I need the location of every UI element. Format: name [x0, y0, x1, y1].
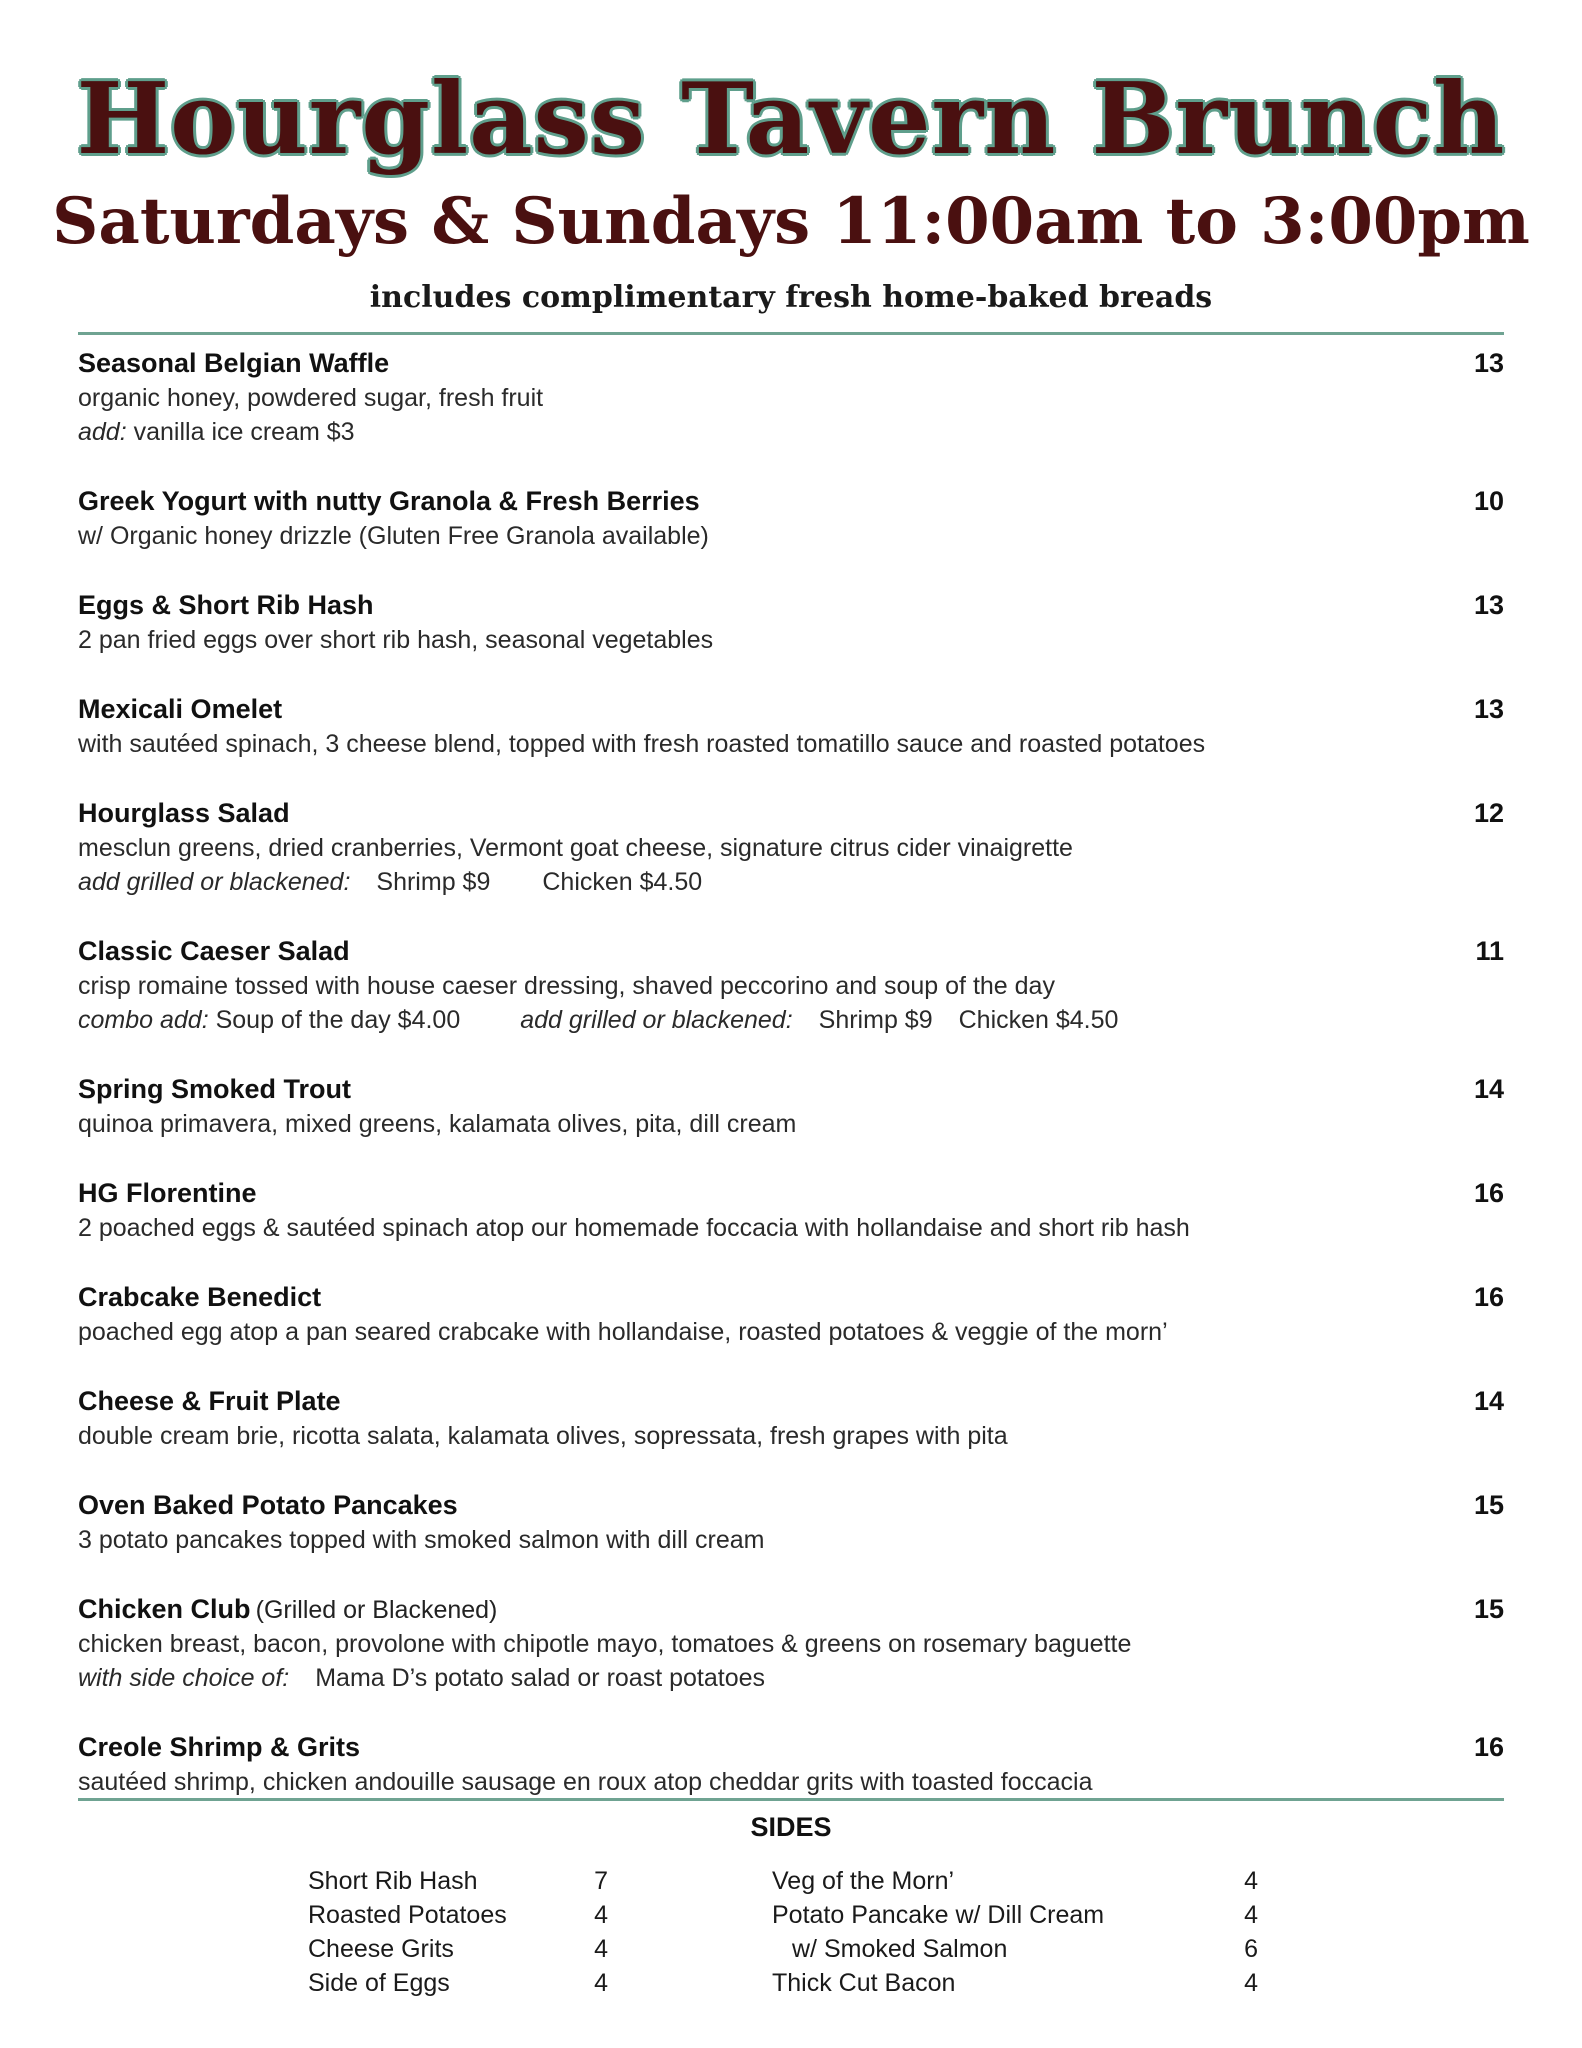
side-price: 4 [594, 1935, 608, 1963]
item-name: Mexicali Omelet [78, 694, 283, 724]
addon-text: Mama D’s potato salad or roast potatoes [315, 1664, 765, 1692]
item-description: double cream brie, ricotta salata, kalamata olives, sopressata, fresh grapes with pita [78, 1422, 1008, 1450]
side-price: 4 [594, 1901, 608, 1929]
item-price: 16 [1473, 1178, 1504, 1208]
addon-option: Chicken $4.50 [542, 868, 703, 896]
menu-item [78, 1279, 1504, 1349]
sides-right-column [772, 1864, 1258, 2000]
item-description: chicken breast, bacon, provolone with chipotle mayo, tomatoes & greens on rosemary baguette [78, 1630, 1132, 1658]
item-price: 14 [1473, 1074, 1504, 1104]
combo-label: combo add: [78, 1006, 209, 1034]
addon-text: vanilla ice cream $3 [133, 418, 355, 446]
item-name: Hourglass Salad [78, 798, 290, 828]
menu-item [78, 1591, 1504, 1695]
item-description: 2 pan fried eggs over short rib hash, seasonal vegetables [78, 626, 714, 654]
item-addon [78, 865, 1504, 899]
item-name: HG Florentine [78, 1178, 257, 1208]
item-addon [78, 1661, 1504, 1695]
side-name: Veg of the Morn’ [772, 1867, 955, 1895]
side-item [308, 1966, 608, 2000]
side-name: Side of Eggs [308, 1969, 450, 1997]
item-addon [78, 1003, 1504, 1037]
side-price: 4 [1244, 1901, 1258, 1929]
item-description: 3 potato pancakes topped with smoked salmon with dill cream [78, 1526, 765, 1554]
addon-option: Shrimp $9 [376, 868, 491, 896]
item-price: 15 [1473, 1490, 1504, 1520]
side-name: Roasted Potatoes [308, 1901, 507, 1929]
item-description: w/ Organic honey drizzle (Gluten Free Granola available) [78, 522, 709, 550]
item-price: 13 [1473, 590, 1504, 620]
item-addon [78, 415, 1504, 449]
top-divider [78, 332, 1504, 335]
side-price: 7 [594, 1867, 608, 1895]
item-description: crisp romaine tossed with house caeser dressing, shaved peccorino and soup of the day [78, 972, 1055, 1000]
item-description: 2 poached eggs & sautéed spinach atop our homemade foccacia with hollandaise and short rib hash [78, 1214, 1190, 1242]
menu-item [78, 1175, 1504, 1245]
item-price: 13 [1473, 694, 1504, 724]
addon-option: Chicken $4.50 [958, 1006, 1119, 1034]
side-name: w/ Smoked Salmon [792, 1935, 1008, 1963]
item-price: 15 [1473, 1594, 1504, 1624]
item-price: 10 [1473, 486, 1504, 516]
item-description: organic honey, powdered sugar, fresh fruit [78, 384, 544, 412]
item-name: Cheese & Fruit Plate [78, 1386, 341, 1416]
item-description: with sautéed spinach, 3 cheese blend, topped with fresh roasted tomatillo sauce and roasted potatoes [78, 730, 1206, 758]
side-price: 4 [1244, 1867, 1258, 1895]
menu-item [78, 587, 1504, 657]
side-item [308, 1864, 608, 1898]
addon-option: Shrimp $9 [818, 1006, 933, 1034]
side-item [308, 1932, 608, 1966]
side-item [772, 1932, 1258, 1966]
addon-label: with side choice of: [78, 1664, 290, 1692]
item-price: 13 [1473, 348, 1504, 378]
menu-item [78, 1487, 1504, 1557]
addon-label: add grilled or blackened: [520, 1006, 793, 1034]
menu-item [78, 1071, 1504, 1141]
side-name: Short Rib Hash [308, 1867, 478, 1895]
item-name: Greek Yogurt with nutty Granola & Fresh Berries [78, 486, 700, 516]
menu-item [78, 483, 1504, 553]
side-price: 4 [594, 1969, 608, 1997]
item-name: Chicken Club [78, 1594, 251, 1624]
menu-note: includes complimentary fresh home-baked breads [369, 280, 1213, 315]
side-item [772, 1966, 1258, 2000]
item-name: Eggs & Short Rib Hash [78, 590, 374, 620]
sides-left-column [308, 1864, 608, 2000]
menu-item [78, 933, 1504, 1037]
side-item [772, 1864, 1258, 1898]
combo-text: Soup of the day $4.00 [215, 1006, 461, 1034]
item-name: Spring Smoked Trout [78, 1074, 352, 1104]
menu-title: Hourglass Tavern Brunch [76, 62, 1506, 177]
item-name: Classic Caeser Salad [78, 936, 350, 966]
item-price: 16 [1473, 1732, 1504, 1762]
item-price: 11 [1475, 936, 1504, 966]
menu-item [78, 345, 1504, 449]
menu-item [78, 1383, 1504, 1453]
item-name-note: (Grilled or Blackened) [255, 1596, 498, 1624]
item-price: 14 [1473, 1386, 1504, 1416]
item-name: Crabcake Benedict [78, 1282, 322, 1312]
menu-item [78, 1729, 1504, 1799]
side-item [308, 1898, 608, 1932]
side-name: Potato Pancake w/ Dill Cream [772, 1901, 1105, 1929]
item-name: Oven Baked Potato Pancakes [78, 1490, 458, 1520]
item-name: Creole Shrimp & Grits [78, 1732, 361, 1762]
side-item [772, 1898, 1258, 1932]
item-price: 12 [1473, 798, 1504, 828]
menu-hours: Saturdays & Sundays 11:00am to 3:00pm [52, 184, 1530, 259]
bottom-divider [78, 1798, 1504, 1801]
addon-label: add: [78, 418, 127, 446]
side-price: 4 [1244, 1969, 1258, 1997]
menu-item [78, 795, 1504, 899]
side-name: Thick Cut Bacon [772, 1969, 956, 1997]
side-name: Cheese Grits [308, 1935, 454, 1963]
menu-items [78, 345, 1504, 1833]
addon-label: add grilled or blackened: [78, 868, 351, 896]
item-description: poached egg atop a pan seared crabcake with hollandaise, roasted potatoes & veggie of the morn’ [78, 1318, 1168, 1346]
sides-heading: SIDES [750, 1812, 832, 1842]
menu-item [78, 691, 1504, 761]
item-description: mesclun greens, dried cranberries, Vermont goat cheese, signature citrus cider vinaigrette [78, 834, 1073, 862]
item-price: 16 [1473, 1282, 1504, 1312]
item-name: Seasonal Belgian Waffle [78, 348, 390, 378]
side-price: 6 [1244, 1935, 1258, 1963]
item-description: sautéed shrimp, chicken andouille sausage en roux atop cheddar grits with toasted foccacia [78, 1768, 1093, 1796]
item-description: quinoa primavera, mixed greens, kalamata olives, pita, dill cream [78, 1110, 797, 1138]
